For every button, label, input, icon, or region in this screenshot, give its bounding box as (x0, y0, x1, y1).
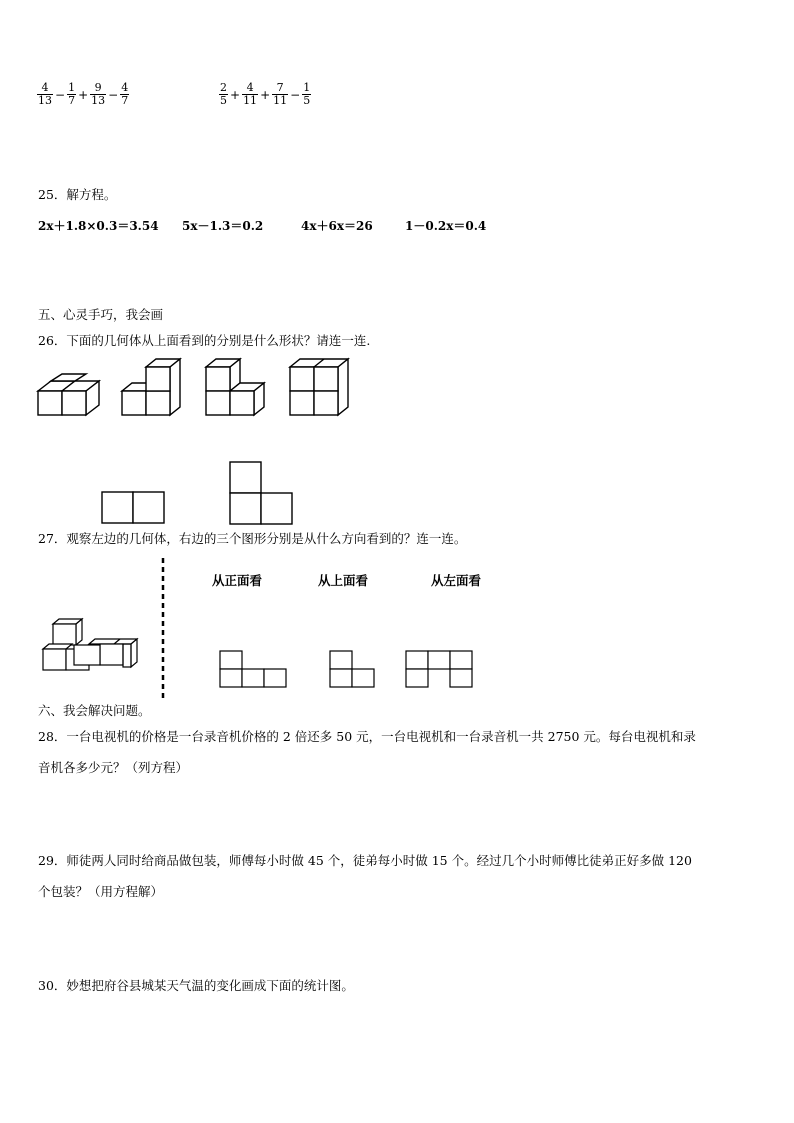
operator: − (108, 87, 119, 102)
numerator: 2 (220, 81, 227, 94)
fraction (120, 82, 129, 107)
denominator: 7 (68, 94, 76, 107)
numerator: 1 (303, 81, 311, 94)
numerator: 4 (246, 81, 254, 94)
operator: − (290, 87, 301, 102)
expression-2 (218, 82, 312, 107)
equation-2: 5x－1.3＝0.2 (182, 219, 264, 233)
view-label-front: 从正面看 (212, 573, 263, 588)
view-label-top: 从上面看 (318, 573, 369, 588)
fraction (219, 82, 228, 107)
numerator: 9 (94, 81, 102, 94)
view-label-left: 从左面看 (431, 573, 482, 588)
fraction (90, 82, 106, 107)
operator: + (260, 87, 271, 102)
q29-line-1: 29．师徒两人同时给商品做包装，师傅每小时做 45 个，徒弟每小时做 15 个。经过几个小时师傅比徒弟正好多做 120 (38, 853, 692, 868)
denominator: 13 (91, 94, 106, 107)
fraction (67, 82, 76, 107)
denominator: 13 (38, 94, 52, 107)
solid-4 (290, 356, 352, 418)
solid-1 (38, 374, 102, 418)
section-6-title: 六、我会解决问题。 (38, 703, 151, 718)
operator: − (55, 87, 66, 102)
denominator: 5 (303, 94, 311, 107)
dashed-divider (161, 558, 165, 698)
section-5-title: 五、心灵手巧，我会画 (38, 307, 164, 322)
operator: + (78, 87, 89, 102)
fraction (242, 82, 258, 107)
solid-3 (206, 356, 268, 418)
numerator: 1 (68, 81, 76, 94)
denominator: 11 (243, 94, 258, 107)
q30-text: 30．妙想把府谷县城某天气温的变化画成下面的统计图。 (38, 978, 354, 993)
q26-text: 26．下面的几何体从上面看到的分别是什么形状？请连一连. (38, 333, 371, 348)
q29-line-2: 个包装？（用方程解） (38, 884, 164, 899)
top-view-a (101, 491, 167, 525)
view-shape-1 (219, 650, 289, 690)
numerator: 4 (121, 81, 129, 94)
operator: + (230, 87, 241, 102)
equation-4: 1－0.2x＝0.4 (405, 219, 487, 233)
view-shape-3 (405, 650, 475, 690)
q27-solid (43, 618, 139, 674)
solid-2 (122, 356, 184, 418)
equation-1: 2x＋1.8×0.3＝3.54 (38, 219, 159, 233)
equation-3: 4x＋6x＝26 (301, 219, 373, 233)
q28-line-1: 28．一台电视机的价格是一台录音机价格的 2 倍还多 50 元，一台电视机和一台录音机一共 2750 元。每台电视机和录 (38, 729, 696, 744)
view-shape-2 (329, 650, 377, 690)
numerator: 7 (276, 81, 284, 94)
denominator: 7 (121, 94, 129, 107)
fraction (302, 82, 311, 107)
q27-text: 27．观察左边的几何体，右边的三个图形分别是从什么方向看到的？连一连。 (38, 531, 467, 546)
expression-1 (36, 82, 130, 107)
numerator: 4 (41, 81, 49, 94)
q25-title: 25．解方程。 (38, 187, 117, 202)
denominator: 5 (220, 94, 227, 107)
q28-line-2: 音机各多少元？（列方程） (38, 760, 189, 775)
top-view-b (229, 461, 295, 525)
denominator: 11 (273, 94, 288, 107)
fraction (272, 82, 288, 107)
fraction (37, 82, 53, 107)
